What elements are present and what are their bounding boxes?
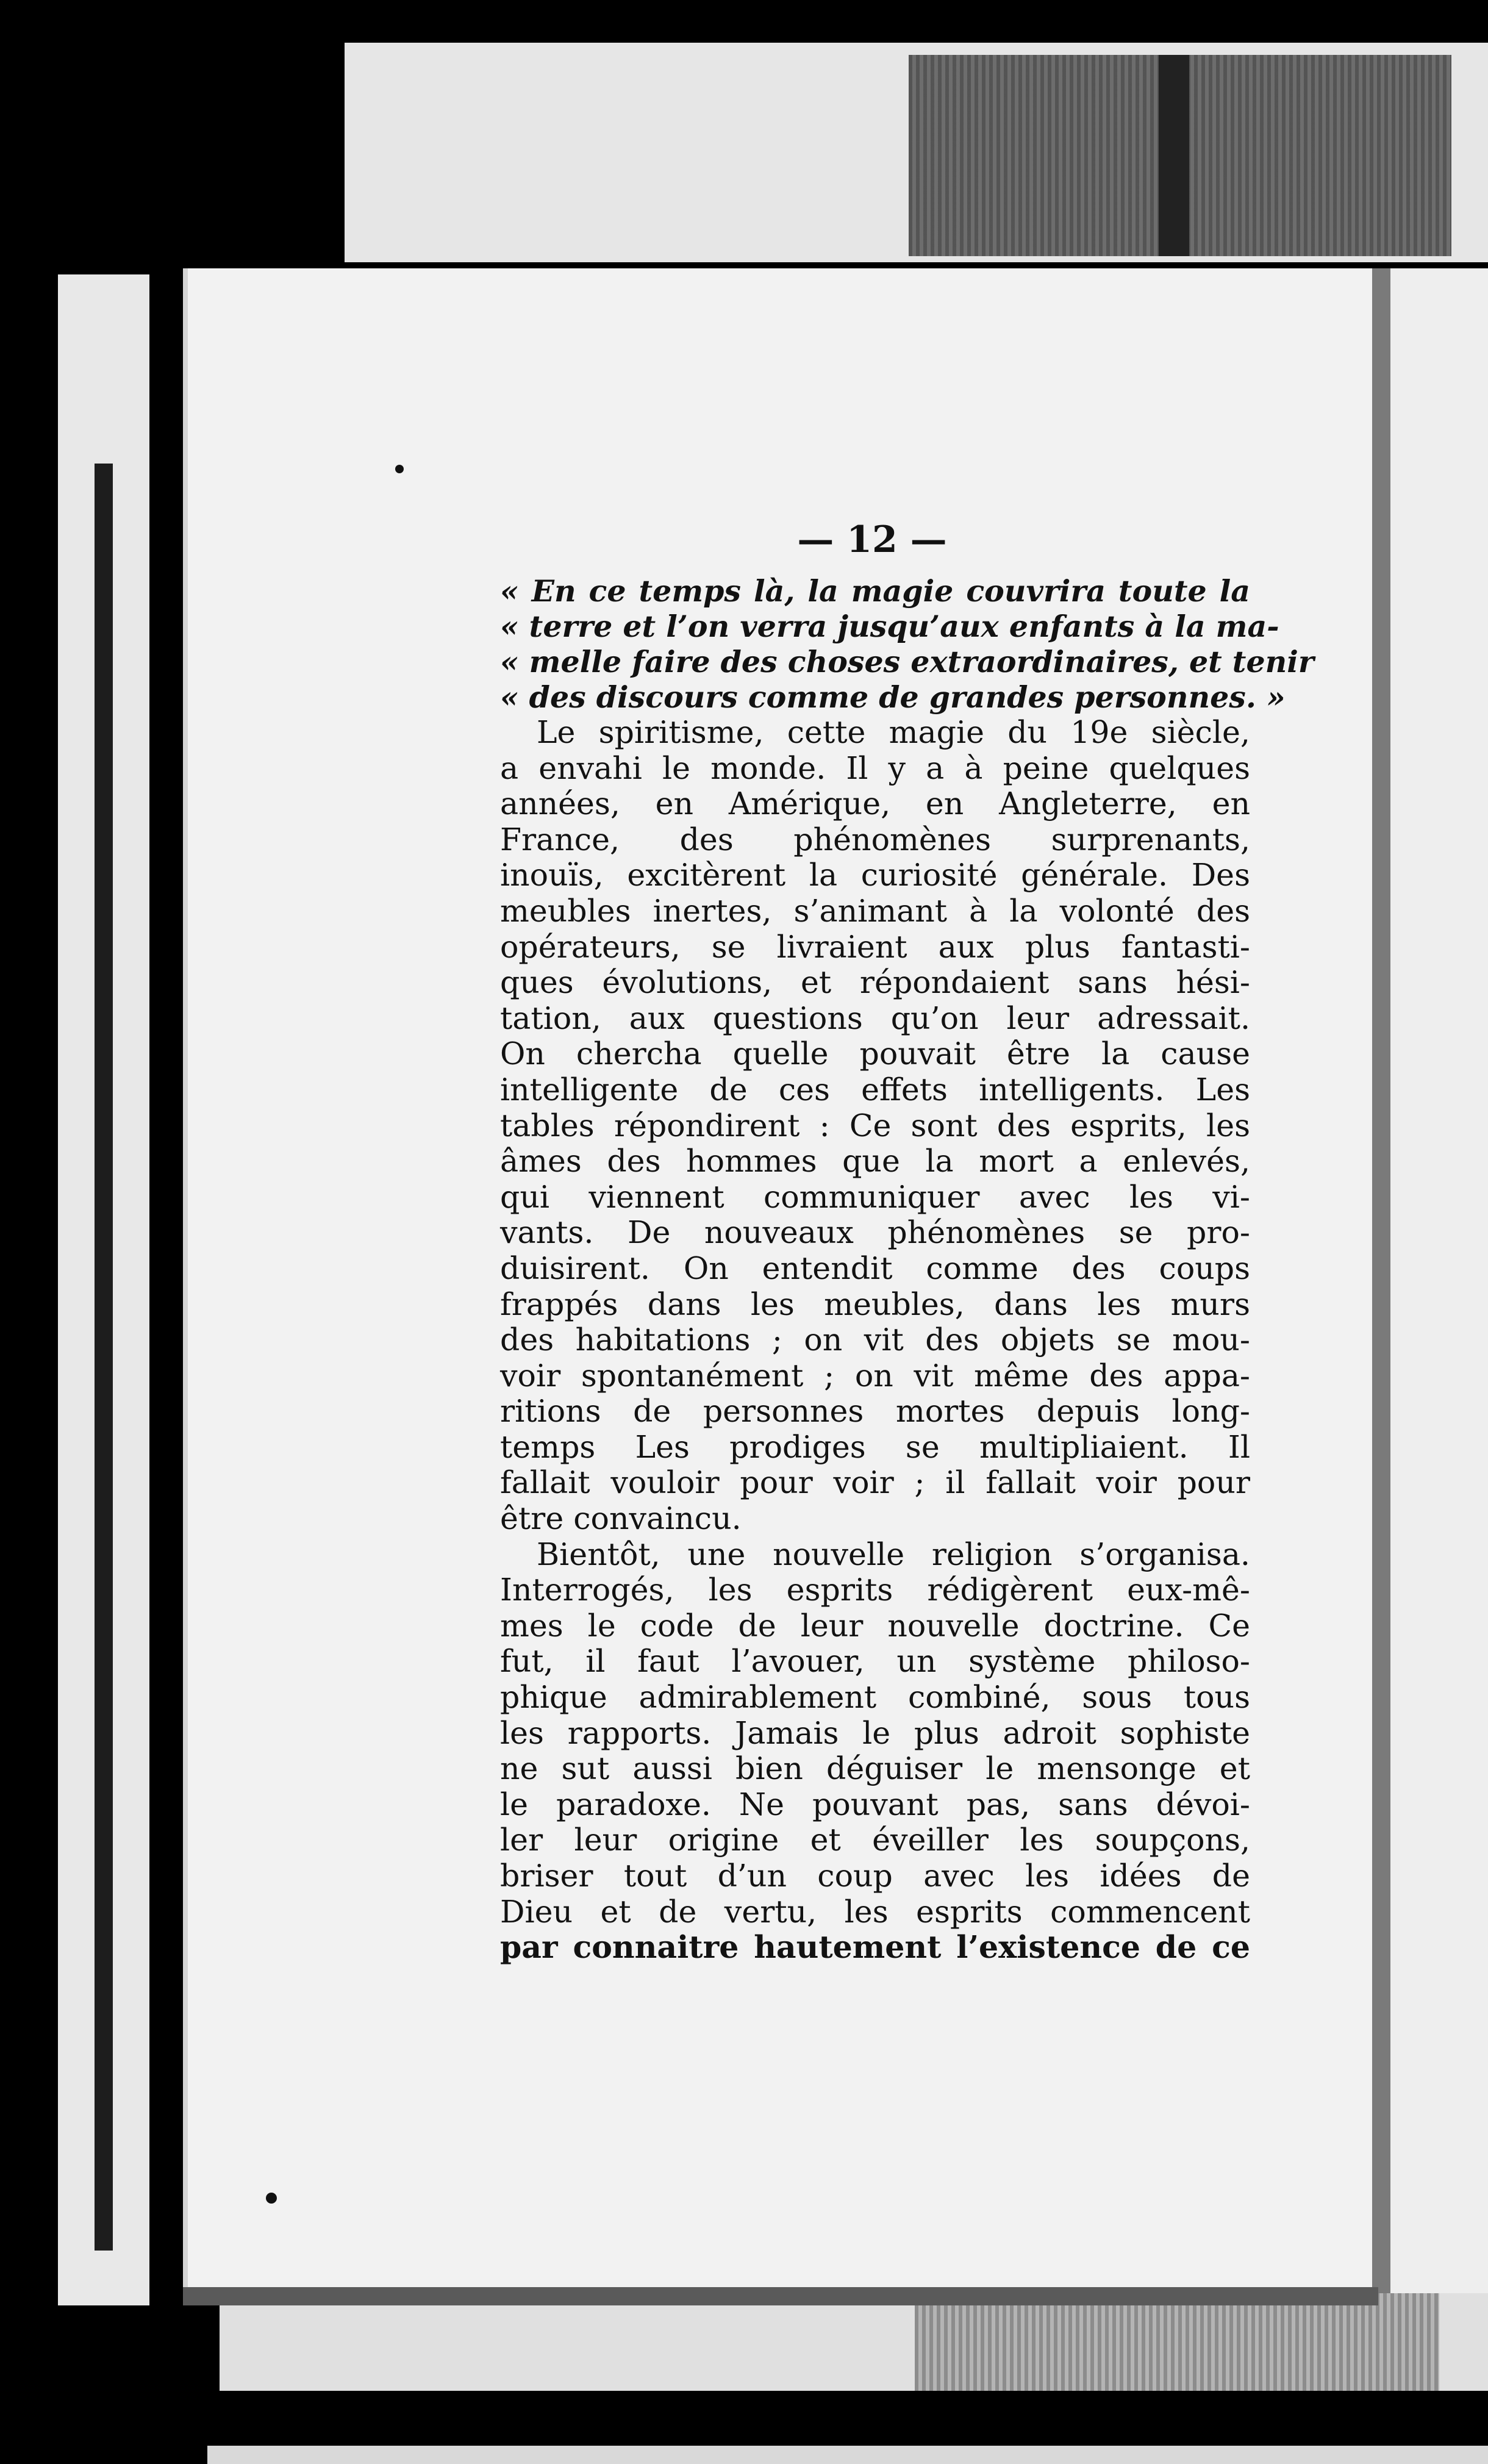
text-line: France, des phénomènes surprenants, bbox=[500, 821, 1250, 858]
text-line: qui viennent communiquer avec les vi- bbox=[500, 1178, 1250, 1215]
text-line: voir spontanément ; on vit même des appa- bbox=[500, 1357, 1250, 1394]
text-line: le paradoxe. Ne pouvant pas, sans dévoi- bbox=[500, 1786, 1250, 1822]
text-line: duisirent. On entendit comme des coups bbox=[500, 1250, 1250, 1286]
page-text bbox=[500, 573, 1314, 1966]
text-line: ques évolutions, et répondaient sans hési- bbox=[500, 964, 1250, 1001]
text-line: On chercha quelle pouvait être la cause bbox=[500, 1036, 1250, 1072]
text-line: phique admirablement combiné, sous tous bbox=[500, 1679, 1250, 1716]
page-gutter-shadow bbox=[95, 464, 113, 2251]
text-line: ritions de personnes mortes depuis long- bbox=[500, 1393, 1250, 1430]
text-line: intelligente de ces effets intelligents. Les bbox=[500, 1071, 1250, 1108]
scan-bottom-strip bbox=[207, 2446, 1488, 2464]
page-bottom-shadow bbox=[183, 2287, 1378, 2305]
text-line: inouïs, excitèrent la curiosité générale. Des bbox=[500, 857, 1250, 894]
text-line: Bientôt, une nouvelle religion s’organisa. bbox=[537, 1536, 1250, 1572]
text-line: être convaincu. bbox=[500, 1500, 742, 1537]
text-line: briser tout d’un coup avec les idées de bbox=[500, 1858, 1250, 1894]
quote-line: « melle faire des choses extraordinaires, et tenir bbox=[500, 644, 1314, 679]
quote-line: « terre et l’on verra jusqu’aux enfants à la ma- bbox=[500, 609, 1279, 644]
text-line: vants. De nouveaux phénomènes se pro- bbox=[500, 1214, 1250, 1251]
text-line: des habitations ; on vit des objets se mou- bbox=[500, 1322, 1250, 1358]
page-right-shadow bbox=[1372, 268, 1390, 2293]
text-line: fut, il faut l’avouer, un système philoso- bbox=[500, 1643, 1250, 1680]
text-line: meubles inertes, s’animant à la volonté des bbox=[500, 892, 1250, 929]
text-line: ler leur origine et éveiller les soupçons, bbox=[500, 1822, 1250, 1858]
text-line: mes le code de leur nouvelle doctrine. Ce bbox=[500, 1607, 1250, 1644]
text-line: les rapports. Jamais le plus adroit sophiste bbox=[500, 1714, 1250, 1751]
text-line: opérateurs, se livraient aux plus fantasti- bbox=[500, 928, 1250, 965]
text-line: tation, aux questions qu’on leur adressait. bbox=[500, 1000, 1250, 1036]
text-line: années, en Amérique, en Angleterre, en bbox=[500, 786, 1250, 822]
text-line: âmes des hommes que la mort a enlevés, bbox=[500, 1143, 1250, 1180]
text-line: Dieu et de vertu, les esprits commencent bbox=[500, 1893, 1250, 1930]
text-line: tables répondirent : Ce sont des esprits, les bbox=[500, 1107, 1250, 1144]
quote-line: « des discours comme de grandes personnes. » bbox=[500, 679, 1286, 715]
text-line: Le spiritisme, cette magie du 19e siècle, bbox=[537, 714, 1250, 750]
text-line: temps Les prodiges se multipliaient. Il bbox=[500, 1428, 1250, 1465]
ink-speck bbox=[395, 465, 404, 473]
text-line: fallait vouloir pour voir ; il fallait voir pour bbox=[500, 1464, 1250, 1501]
facing-page-edge bbox=[1390, 268, 1488, 2293]
paragraph-2 bbox=[500, 1537, 1250, 1966]
quote-line: « En ce temps là, la magie couvrira toute la bbox=[500, 573, 1250, 609]
page-number: — 12 — bbox=[797, 518, 947, 561]
paragraph-1 bbox=[500, 715, 1250, 1537]
text-line: Interrogés, les esprits rédigèrent eux-mê- bbox=[500, 1572, 1250, 1608]
text-line: frappés dans les meubles, dans les murs bbox=[500, 1286, 1250, 1322]
text-line: a envahi le monde. Il y a à peine quelques bbox=[500, 750, 1250, 786]
text-line: ne sut aussi bien déguiser le mensonge et bbox=[500, 1750, 1250, 1787]
epigraph-quote bbox=[500, 573, 1314, 715]
book-spine-shadow bbox=[1159, 55, 1189, 256]
ink-speck bbox=[266, 2193, 277, 2204]
text-line: par connaitre hautement l’existence de ce bbox=[500, 1929, 1250, 1966]
